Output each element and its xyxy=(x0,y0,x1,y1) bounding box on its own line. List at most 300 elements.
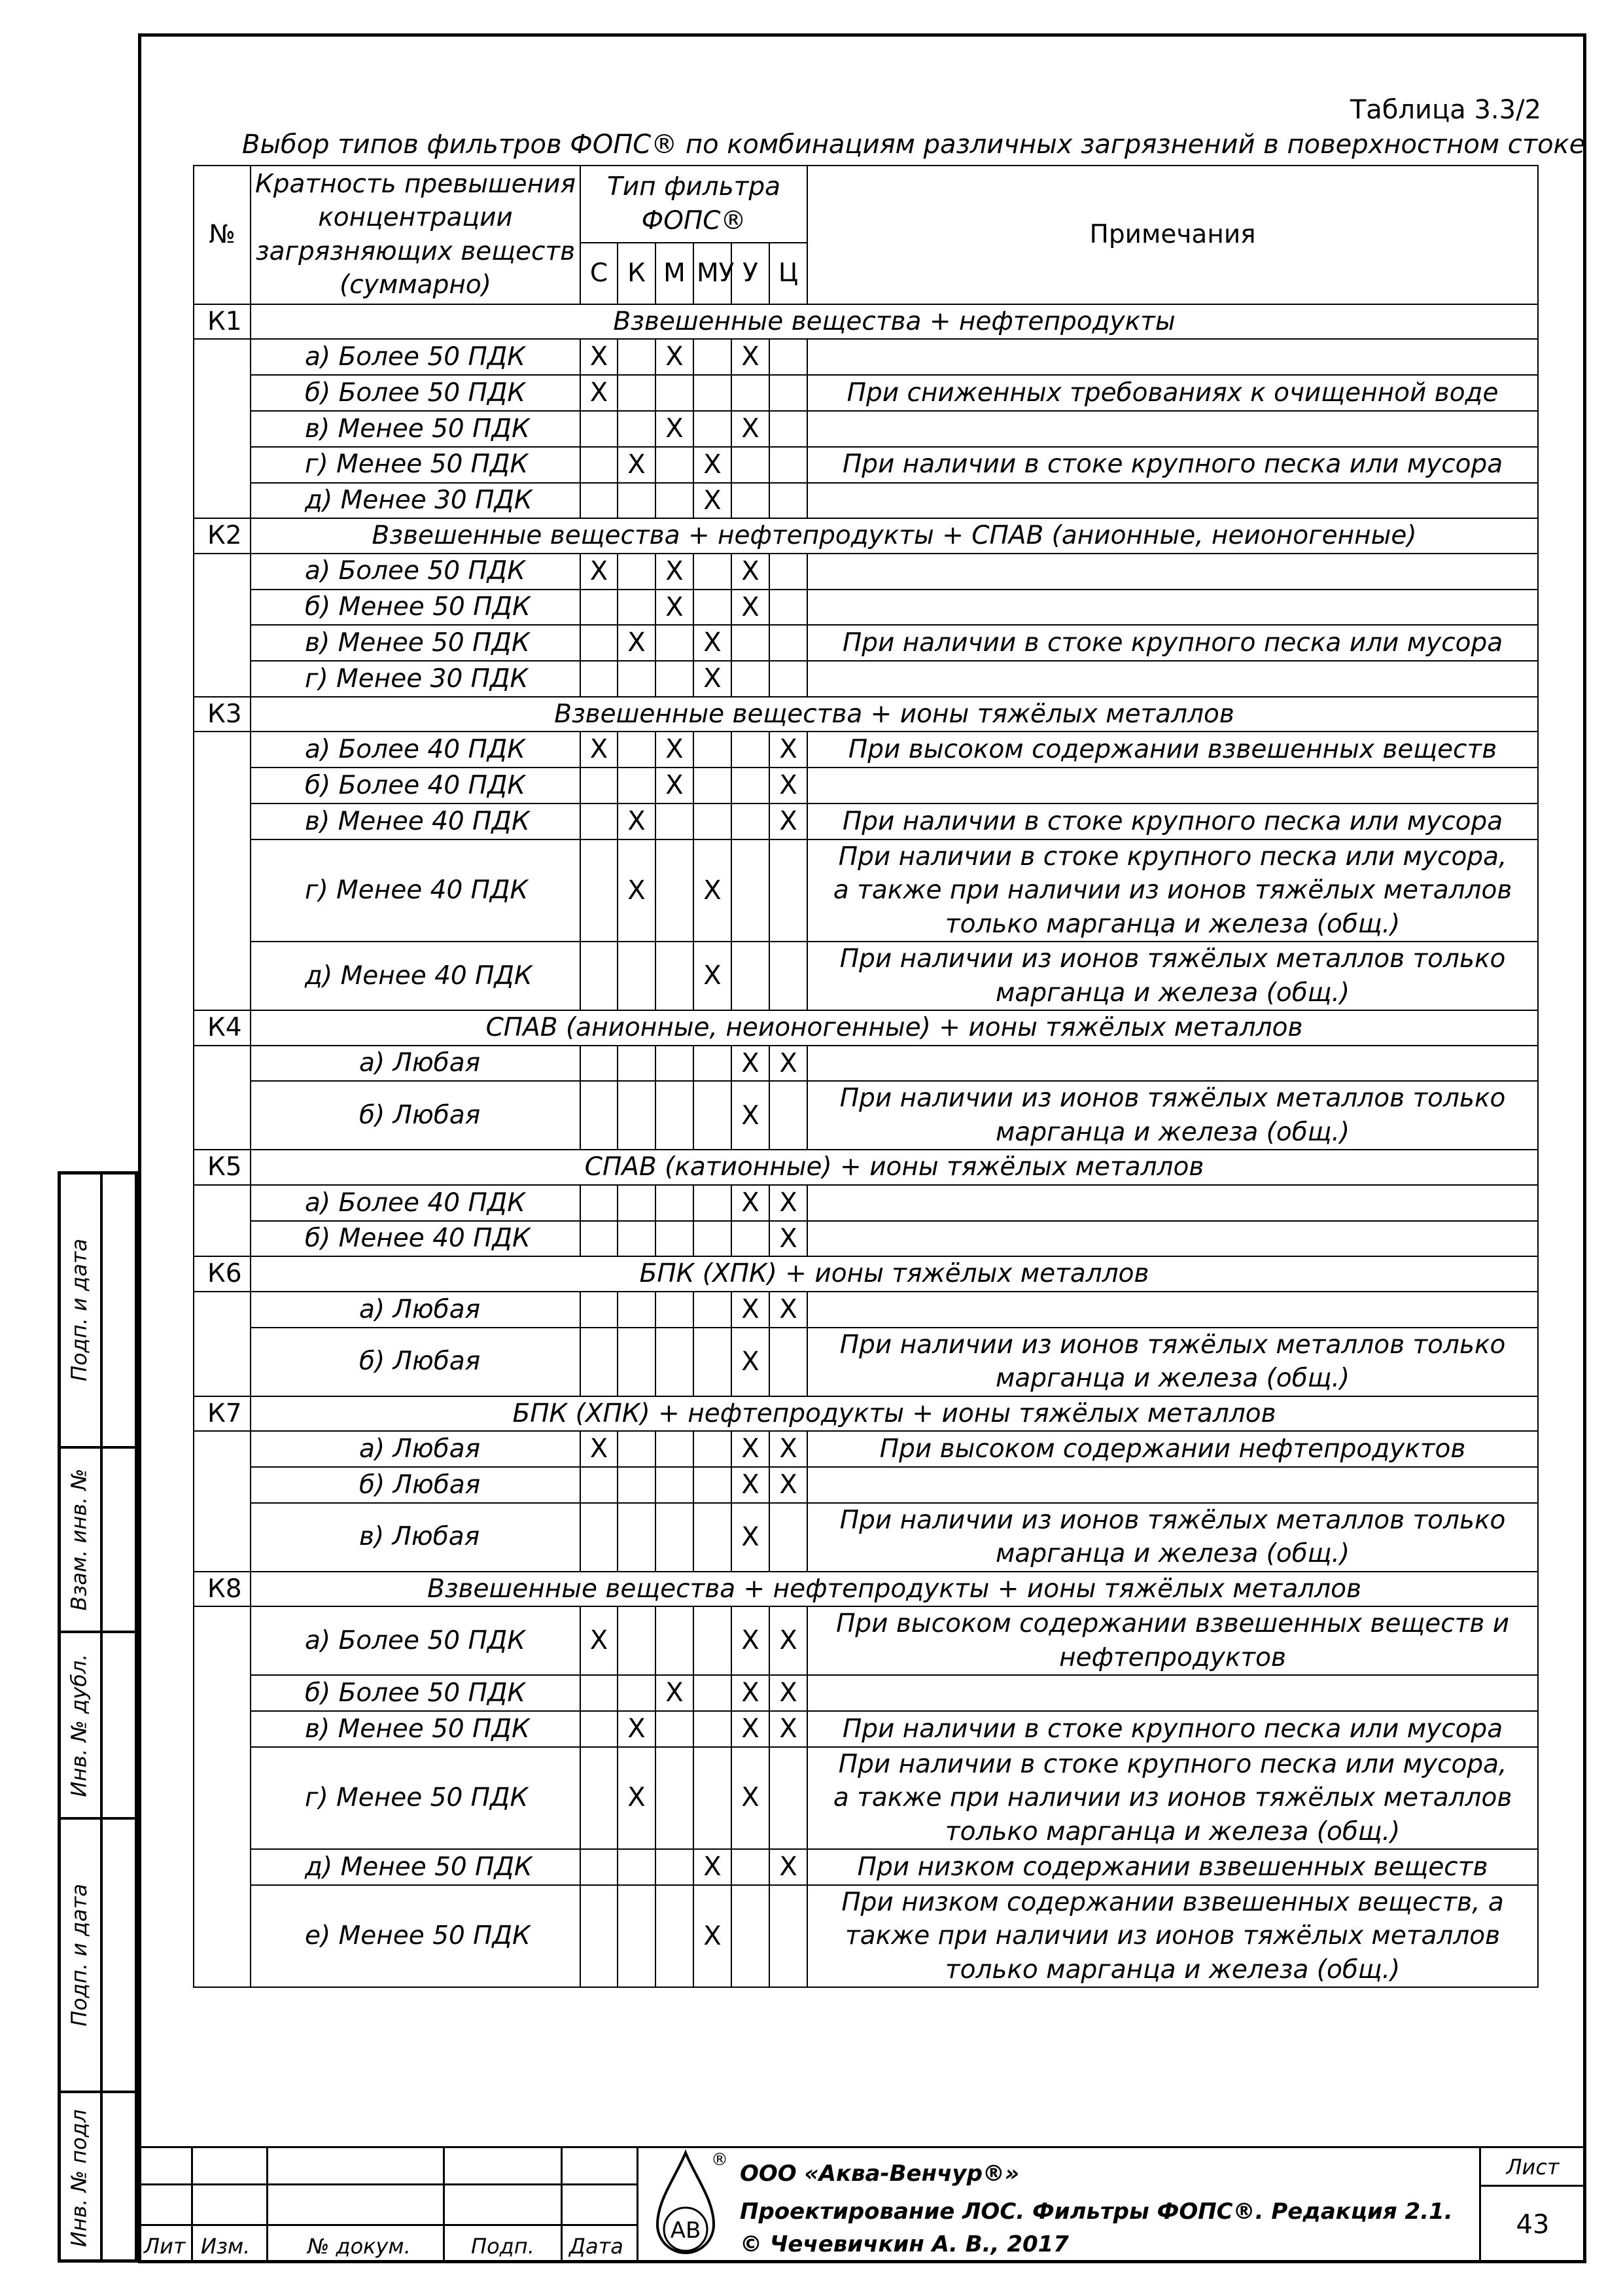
sheet-label: Лист xyxy=(1479,2146,1586,2187)
logo-text: АВ xyxy=(670,2217,701,2244)
type-mark-cell xyxy=(580,1711,618,1747)
col-izm: Изм. xyxy=(201,2234,251,2259)
type-mark-cell xyxy=(580,1046,618,1082)
side-stamp-cell xyxy=(58,1631,138,1817)
note-cell: При наличии в стоке крупного песка или мусора, а также при наличии из ионов тяжёлых металлов только марганца и железа (общ.) xyxy=(807,1747,1538,1849)
copyright: © Чечевичкин А. В., 2017 xyxy=(740,2231,1069,2257)
note-cell xyxy=(807,483,1538,519)
type-mark-cell xyxy=(618,1221,655,1257)
type-mark-cell xyxy=(769,942,807,1010)
table-row xyxy=(194,732,1538,768)
type-mark-cell xyxy=(655,804,693,839)
concentration-cell: г) Менее 30 ПДК xyxy=(251,661,580,697)
type-mark-cell: Х xyxy=(618,804,655,839)
type-mark-cell: Х xyxy=(655,554,693,590)
table-row xyxy=(194,1503,1538,1572)
type-mark-cell xyxy=(618,1503,655,1572)
table-title: Выбор типов фильтров ФОПС® по комбинациям различных загрязнений в поверхностном стоке xyxy=(242,130,1586,160)
group-spacer xyxy=(194,1046,251,1150)
type-mark-cell xyxy=(580,1503,618,1572)
table-row xyxy=(194,942,1538,1010)
group-spacer xyxy=(194,1606,251,1987)
group-header-row xyxy=(194,1150,1538,1184)
type-mark-cell xyxy=(769,483,807,519)
table-row xyxy=(194,1606,1538,1675)
note-cell xyxy=(807,554,1538,590)
type-mark-cell: Х xyxy=(769,1606,807,1675)
group-spacer xyxy=(194,732,251,1010)
group-title: БПК (ХПК) + ионы тяжёлых металлов xyxy=(251,1256,1538,1291)
type-mark-cell xyxy=(618,1675,655,1711)
group-title: Взвешенные вещества + нефтепродукты xyxy=(251,304,1538,339)
side-stamp-label: Инв. № дубл. xyxy=(66,1653,92,1797)
note-cell: При наличии в стоке крупного песка или мусора xyxy=(807,1711,1538,1747)
type-mark-cell xyxy=(618,1849,655,1885)
type-mark-cell: Х xyxy=(731,590,769,626)
type-mark-cell xyxy=(693,1467,731,1503)
type-mark-cell xyxy=(731,483,769,519)
type-mark-cell: Х xyxy=(580,339,618,375)
type-mark-cell: Х xyxy=(693,839,731,942)
table-row xyxy=(194,661,1538,697)
type-mark-cell xyxy=(618,1431,655,1467)
concentration-cell: а) Более 50 ПДК xyxy=(251,1606,580,1675)
type-mark-cell xyxy=(769,839,807,942)
note-cell: При наличии из ионов тяжёлых металлов только марганца и железа (общ.) xyxy=(807,942,1538,1010)
type-mark-cell: Х xyxy=(731,1711,769,1747)
title-block xyxy=(138,2146,1586,2263)
type-mark-cell xyxy=(693,1292,731,1328)
type-mark-cell xyxy=(618,590,655,626)
group-id: К4 xyxy=(194,1010,251,1045)
table-row xyxy=(194,1328,1538,1396)
type-mark-cell: Х xyxy=(693,942,731,1010)
type-mark-cell xyxy=(693,554,731,590)
side-stamp-label: Подп. и дата xyxy=(66,1884,92,2026)
type-mark-cell xyxy=(618,375,655,411)
group-id: К6 xyxy=(194,1256,251,1291)
type-mark-cell xyxy=(731,942,769,1010)
type-mark-cell xyxy=(618,942,655,1010)
type-mark-cell: Х xyxy=(769,804,807,839)
table-row xyxy=(194,1185,1538,1221)
type-mark-cell: Х xyxy=(655,1675,693,1711)
table-row xyxy=(194,1675,1538,1711)
type-mark-cell: Х xyxy=(769,732,807,768)
type-mark-cell: Х xyxy=(769,1467,807,1503)
type-mark-cell xyxy=(693,1747,731,1849)
type-mark-cell xyxy=(769,1503,807,1572)
type-mark-cell xyxy=(580,1328,618,1396)
type-mark-cell xyxy=(580,942,618,1010)
type-mark-cell xyxy=(693,768,731,804)
type-mark-cell: Х xyxy=(580,1606,618,1675)
type-mark-cell: Х xyxy=(769,1292,807,1328)
note-cell xyxy=(807,1046,1538,1082)
type-mark-cell: Х xyxy=(618,447,655,483)
type-mark-cell xyxy=(693,590,731,626)
type-mark-cell xyxy=(693,732,731,768)
group-title: БПК (ХПК) + нефтепродукты + ионы тяжёлых металлов xyxy=(251,1396,1538,1431)
group-spacer xyxy=(194,1185,251,1257)
type-mark-cell xyxy=(655,1747,693,1849)
table-row xyxy=(194,1849,1538,1885)
table-row xyxy=(194,375,1538,411)
type-mark-cell xyxy=(769,1328,807,1396)
note-cell: При высоком содержании нефтепродуктов xyxy=(807,1431,1538,1467)
note-cell: При наличии из ионов тяжёлых металлов только марганца и железа (общ.) xyxy=(807,1328,1538,1396)
type-mark-cell xyxy=(693,1081,731,1150)
group-title: Взвешенные вещества + нефтепродукты + СПАВ (анионные, неионогенные) xyxy=(251,518,1538,553)
note-cell xyxy=(807,411,1538,447)
table-row xyxy=(194,1431,1538,1467)
table-row xyxy=(194,1747,1538,1849)
type-mark-cell: Х xyxy=(731,1747,769,1849)
note-cell xyxy=(807,1467,1538,1503)
group-id: К5 xyxy=(194,1150,251,1184)
table-row xyxy=(194,1081,1538,1150)
type-mark-cell xyxy=(580,1185,618,1221)
type-mark-cell: Х xyxy=(769,1849,807,1885)
group-spacer xyxy=(194,1431,251,1572)
type-mark-cell xyxy=(580,483,618,519)
side-stamp-label: Инв. № подл xyxy=(66,2109,92,2247)
type-mark-cell xyxy=(580,1885,618,1987)
type-mark-cell: Х xyxy=(618,1747,655,1849)
type-mark-cell: Х xyxy=(731,339,769,375)
type-mark-cell xyxy=(618,554,655,590)
type-mark-cell: Х xyxy=(655,768,693,804)
type-mark-cell xyxy=(580,590,618,626)
table-row xyxy=(194,625,1538,661)
type-mark-cell xyxy=(618,1185,655,1221)
header-type-4: У xyxy=(731,243,769,304)
group-title: Взвешенные вещества + ионы тяжёлых металлов xyxy=(251,697,1538,732)
type-mark-cell xyxy=(731,839,769,942)
type-mark-cell xyxy=(731,732,769,768)
note-cell xyxy=(807,590,1538,626)
company-name: ООО «Аква-Венчур®» xyxy=(740,2161,1020,2187)
group-id: К8 xyxy=(194,1572,251,1606)
group-title: СПАВ (анионные, неионогенные) + ионы тяжёлых металлов xyxy=(251,1010,1538,1045)
type-mark-cell: Х xyxy=(769,1711,807,1747)
type-mark-cell xyxy=(693,1711,731,1747)
col-date: Дата xyxy=(569,2234,623,2259)
type-mark-cell: Х xyxy=(580,1431,618,1467)
group-spacer xyxy=(194,554,251,697)
type-mark-cell xyxy=(693,1675,731,1711)
table-row xyxy=(194,1885,1538,1987)
type-mark-cell: Х xyxy=(618,1711,655,1747)
type-mark-cell xyxy=(693,1431,731,1467)
type-mark-cell xyxy=(731,625,769,661)
group-header-row xyxy=(194,1396,1538,1431)
concentration-cell: г) Менее 40 ПДК xyxy=(251,839,580,942)
type-mark-cell xyxy=(693,1328,731,1396)
type-mark-cell xyxy=(655,1711,693,1747)
concentration-cell: а) Любая xyxy=(251,1431,580,1467)
type-mark-cell xyxy=(580,804,618,839)
type-mark-cell xyxy=(731,447,769,483)
concentration-cell: а) Более 40 ПДК xyxy=(251,732,580,768)
type-mark-cell xyxy=(769,375,807,411)
header-type-3: МУ xyxy=(693,243,731,304)
concentration-cell: д) Менее 30 ПДК xyxy=(251,483,580,519)
type-mark-cell xyxy=(580,447,618,483)
table-row xyxy=(194,768,1538,804)
table-row xyxy=(194,1711,1538,1747)
type-mark-cell xyxy=(618,768,655,804)
side-stamp-cell xyxy=(58,1446,138,1631)
type-mark-cell: Х xyxy=(731,1606,769,1675)
note-cell: При высоком содержании взвешенных веществ xyxy=(807,732,1538,768)
type-mark-cell: Х xyxy=(731,1046,769,1082)
type-mark-cell xyxy=(731,375,769,411)
type-mark-cell xyxy=(655,1292,693,1328)
table-row xyxy=(194,1221,1538,1257)
type-mark-cell xyxy=(618,1467,655,1503)
type-mark-cell xyxy=(655,1046,693,1082)
table-row xyxy=(194,1046,1538,1082)
type-mark-cell: Х xyxy=(731,1431,769,1467)
type-mark-cell xyxy=(655,1849,693,1885)
col-doc: № докум. xyxy=(307,2234,411,2259)
note-cell: При наличии в стоке крупного песка или мусора, а также при наличии из ионов тяжёлых металлов только марганца и железа (общ.) xyxy=(807,839,1538,942)
type-mark-cell xyxy=(618,732,655,768)
type-mark-cell xyxy=(655,625,693,661)
type-mark-cell xyxy=(769,1885,807,1987)
side-stamp-cell xyxy=(58,2091,138,2263)
type-mark-cell xyxy=(580,1221,618,1257)
type-mark-cell xyxy=(618,1885,655,1987)
group-id: К2 xyxy=(194,518,251,553)
type-mark-cell: Х xyxy=(731,1467,769,1503)
type-mark-cell: Х xyxy=(731,1292,769,1328)
type-mark-cell: Х xyxy=(769,1431,807,1467)
concentration-cell: б) Менее 40 ПДК xyxy=(251,1221,580,1257)
table-row xyxy=(194,483,1538,519)
project-title: Проектирование ЛОС. Фильтры ФОПС®. Редакция 2.1. xyxy=(740,2199,1453,2225)
type-mark-cell xyxy=(731,1221,769,1257)
type-mark-cell: Х xyxy=(655,732,693,768)
type-mark-cell xyxy=(618,411,655,447)
type-mark-cell: Х xyxy=(618,625,655,661)
type-mark-cell: Х xyxy=(731,1675,769,1711)
group-spacer xyxy=(194,339,251,518)
type-mark-cell xyxy=(580,768,618,804)
group-header-row xyxy=(194,1010,1538,1045)
type-mark-cell: Х xyxy=(731,411,769,447)
type-mark-cell xyxy=(655,1328,693,1396)
type-mark-cell xyxy=(580,1081,618,1150)
note-cell xyxy=(807,661,1538,697)
concentration-cell: д) Менее 40 ПДК xyxy=(251,942,580,1010)
type-mark-cell xyxy=(655,1467,693,1503)
group-header-row xyxy=(194,304,1538,339)
concentration-cell: а) Любая xyxy=(251,1292,580,1328)
type-mark-cell: Х xyxy=(769,1046,807,1082)
header-notes: Примечания xyxy=(807,166,1538,304)
filter-selection-table xyxy=(193,165,1539,1988)
table-number: Таблица 3.3/2 xyxy=(1350,95,1541,125)
type-mark-cell xyxy=(655,839,693,942)
type-mark-cell xyxy=(580,625,618,661)
concentration-cell: д) Менее 50 ПДК xyxy=(251,1849,580,1885)
type-mark-cell xyxy=(693,1503,731,1572)
type-mark-cell xyxy=(693,1606,731,1675)
type-mark-cell xyxy=(655,1431,693,1467)
table-row xyxy=(194,447,1538,483)
type-mark-cell: Х xyxy=(580,732,618,768)
type-mark-cell xyxy=(655,1503,693,1572)
type-mark-cell: Х xyxy=(693,483,731,519)
type-mark-cell xyxy=(731,1885,769,1987)
concentration-cell: в) Менее 50 ПДК xyxy=(251,411,580,447)
table-row xyxy=(194,1292,1538,1328)
concentration-cell: б) Любая xyxy=(251,1081,580,1150)
note-cell xyxy=(807,768,1538,804)
concentration-cell: а) Любая xyxy=(251,1046,580,1082)
type-mark-cell: Х xyxy=(769,1675,807,1711)
type-mark-cell xyxy=(769,625,807,661)
header-concentration: Кратность превышения концентрации загрязняющих веществ (суммарно) xyxy=(251,166,580,304)
type-mark-cell xyxy=(769,339,807,375)
type-mark-cell xyxy=(693,1046,731,1082)
type-mark-cell xyxy=(655,447,693,483)
note-cell xyxy=(807,1675,1538,1711)
type-mark-cell xyxy=(580,411,618,447)
group-header-row xyxy=(194,1572,1538,1606)
side-stamp-label: Подп. и дата xyxy=(66,1239,92,1381)
note-cell xyxy=(807,339,1538,375)
group-header-row xyxy=(194,1256,1538,1291)
group-header-row xyxy=(194,518,1538,553)
table-row xyxy=(194,554,1538,590)
concentration-cell: б) Более 40 ПДК xyxy=(251,768,580,804)
note-cell: При наличии в стоке крупного песка или мусора xyxy=(807,625,1538,661)
note-cell: При наличии из ионов тяжёлых металлов только марганца и железа (общ.) xyxy=(807,1081,1538,1150)
type-mark-cell: Х xyxy=(731,1328,769,1396)
note-cell: При наличии в стоке крупного песка или мусора xyxy=(807,804,1538,839)
type-mark-cell xyxy=(655,1081,693,1150)
note-cell xyxy=(807,1221,1538,1257)
type-mark-cell xyxy=(580,1675,618,1711)
type-mark-cell: Х xyxy=(618,839,655,942)
header-type-1: К xyxy=(618,243,655,304)
header-filter-type: Тип фильтра ФОПС® xyxy=(580,166,807,243)
type-mark-cell: Х xyxy=(580,375,618,411)
concentration-cell: а) Более 50 ПДК xyxy=(251,554,580,590)
concentration-cell: в) Менее 40 ПДК xyxy=(251,804,580,839)
concentration-cell: б) Менее 50 ПДК xyxy=(251,590,580,626)
group-title: Взвешенные вещества + нефтепродукты + ионы тяжёлых металлов xyxy=(251,1572,1538,1606)
type-mark-cell xyxy=(655,942,693,1010)
type-mark-cell: Х xyxy=(769,1185,807,1221)
concentration-cell: б) Более 50 ПДК xyxy=(251,375,580,411)
concentration-cell: а) Более 40 ПДК xyxy=(251,1185,580,1221)
type-mark-cell xyxy=(731,1849,769,1885)
type-mark-cell: Х xyxy=(693,661,731,697)
group-id: К1 xyxy=(194,304,251,339)
type-mark-cell xyxy=(769,411,807,447)
type-mark-cell xyxy=(693,1221,731,1257)
side-stamp-cell xyxy=(58,1171,138,1446)
type-mark-cell xyxy=(693,804,731,839)
type-mark-cell xyxy=(655,661,693,697)
type-mark-cell: Х xyxy=(655,339,693,375)
type-mark-cell xyxy=(618,1328,655,1396)
type-mark-cell: Х xyxy=(731,1185,769,1221)
type-mark-cell xyxy=(693,339,731,375)
type-mark-cell xyxy=(693,1185,731,1221)
group-id: К7 xyxy=(194,1396,251,1431)
concentration-cell: в) Менее 50 ПДК xyxy=(251,1711,580,1747)
type-mark-cell xyxy=(580,661,618,697)
type-mark-cell xyxy=(731,661,769,697)
group-spacer xyxy=(194,1292,251,1396)
header-num: № xyxy=(194,166,251,304)
table-row xyxy=(194,804,1538,839)
type-mark-cell xyxy=(580,1292,618,1328)
note-cell xyxy=(807,1292,1538,1328)
group-title: СПАВ (катионные) + ионы тяжёлых металлов xyxy=(251,1150,1538,1184)
note-cell: При низком содержании взвешенных веществ xyxy=(807,1849,1538,1885)
concentration-cell: г) Менее 50 ПДК xyxy=(251,447,580,483)
type-mark-cell xyxy=(769,661,807,697)
type-mark-cell xyxy=(655,1885,693,1987)
type-mark-cell: Х xyxy=(655,590,693,626)
side-stamp-label: Взам. инв. № xyxy=(66,1468,92,1611)
type-mark-cell: Х xyxy=(693,1885,731,1987)
type-mark-cell: Х xyxy=(731,1081,769,1150)
col-lit: Лит xyxy=(144,2234,186,2259)
type-mark-cell xyxy=(580,1467,618,1503)
type-mark-cell xyxy=(655,375,693,411)
concentration-cell: в) Менее 50 ПДК xyxy=(251,625,580,661)
type-mark-cell xyxy=(618,1046,655,1082)
type-mark-cell xyxy=(618,661,655,697)
type-mark-cell: Х xyxy=(769,768,807,804)
type-mark-cell: Х xyxy=(769,1221,807,1257)
note-cell: При низком содержании взвешенных веществ, а также при наличии из ионов тяжёлых металлов только марганца и железа (общ.) xyxy=(807,1885,1538,1987)
type-mark-cell xyxy=(769,590,807,626)
table-row xyxy=(194,339,1538,375)
note-cell: При наличии из ионов тяжёлых металлов только марганца и железа (общ.) xyxy=(807,1503,1538,1572)
concentration-cell: а) Более 50 ПДК xyxy=(251,339,580,375)
concentration-cell: в) Любая xyxy=(251,1503,580,1572)
type-mark-cell: Х xyxy=(580,554,618,590)
type-mark-cell xyxy=(769,1747,807,1849)
header-type-5: Ц xyxy=(769,243,807,304)
type-mark-cell xyxy=(693,411,731,447)
group-id: К3 xyxy=(194,697,251,732)
type-mark-cell xyxy=(580,1747,618,1849)
table-row xyxy=(194,1467,1538,1503)
table-row xyxy=(194,590,1538,626)
note-cell: При сниженных требованиях к очищенной воде xyxy=(807,375,1538,411)
type-mark-cell xyxy=(655,483,693,519)
type-mark-cell xyxy=(769,1081,807,1150)
side-stamp-cell xyxy=(58,1817,138,2091)
table-row xyxy=(194,411,1538,447)
header-type-0: С xyxy=(580,243,618,304)
note-cell: При наличии в стоке крупного песка или мусора xyxy=(807,447,1538,483)
type-mark-cell: Х xyxy=(731,554,769,590)
type-mark-cell xyxy=(580,839,618,942)
registered-mark-icon: ® xyxy=(711,2150,728,2170)
type-mark-cell: Х xyxy=(693,625,731,661)
type-mark-cell: Х xyxy=(731,1503,769,1572)
